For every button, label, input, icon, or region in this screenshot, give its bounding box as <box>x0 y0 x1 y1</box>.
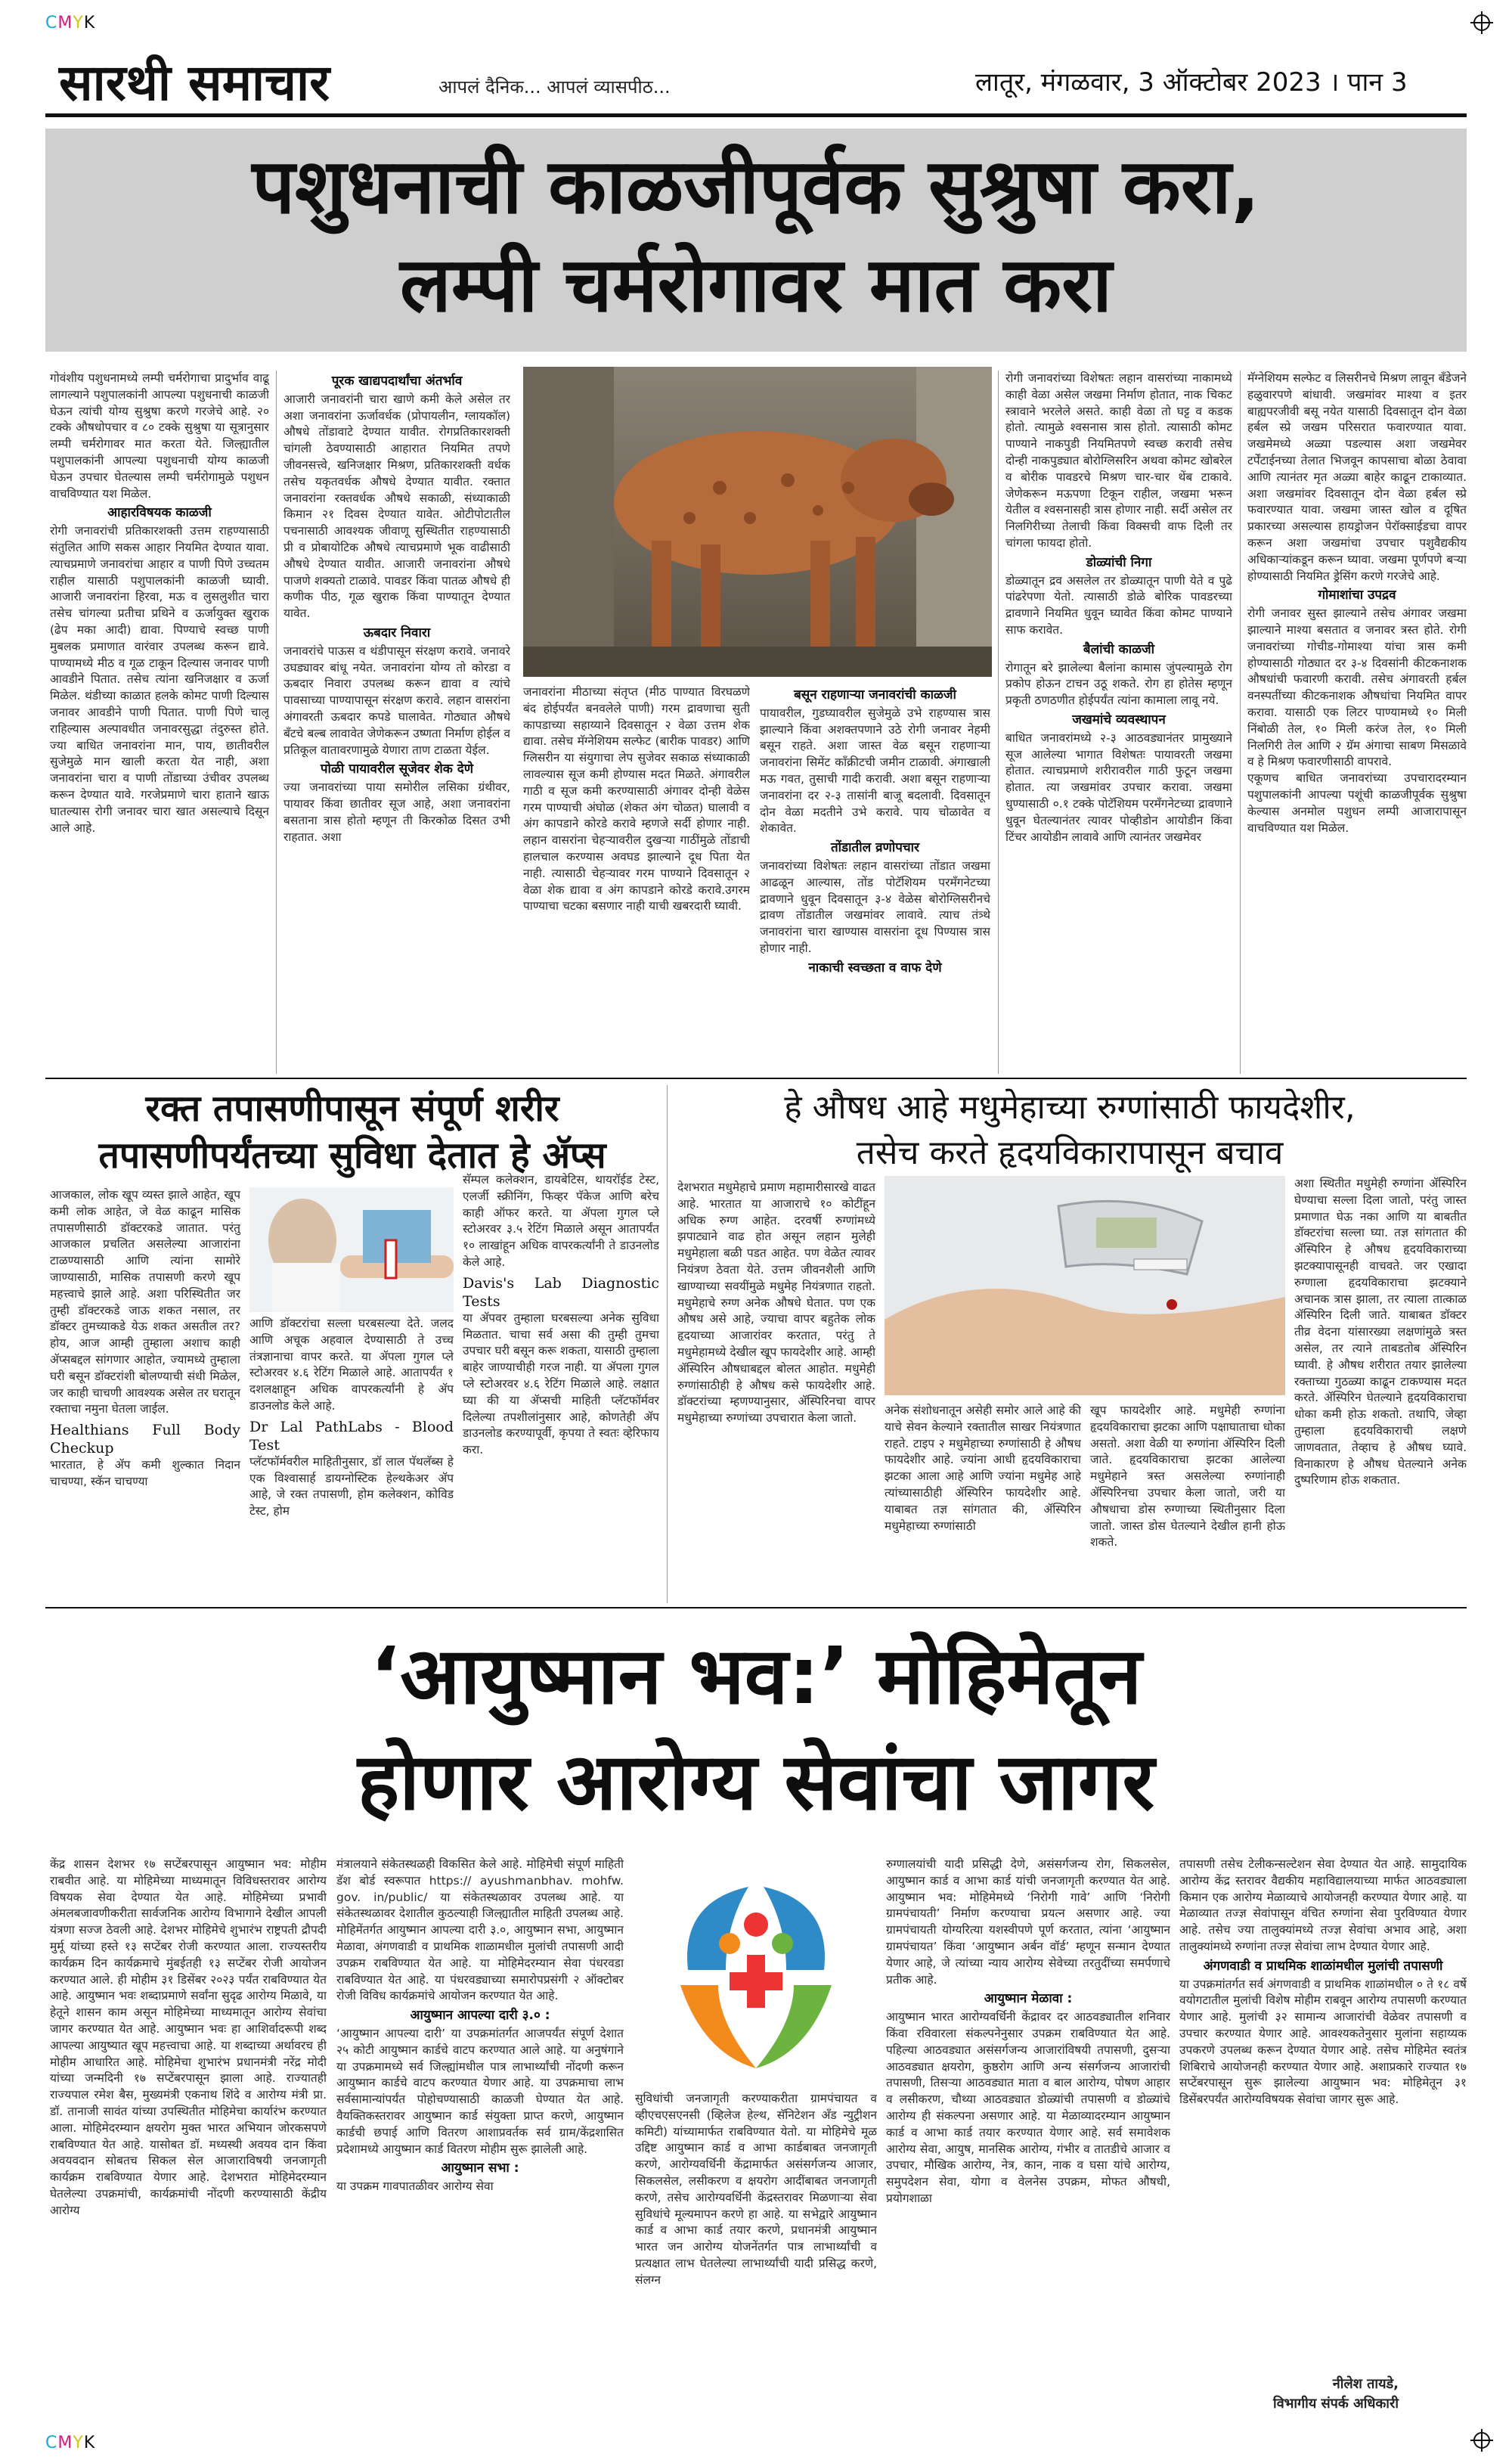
ayushman-headline-line-2: होणार आरोग्य सेवांचा जागर <box>358 1736 1154 1828</box>
apps-column-1: आजकाल, लोक खूप व्यस्त झाले आहेत, खूप कमी लोक आहेत, जे वेळ काढून मासिक तपासणीसाठी डॉक्टरकडे जातात. परंतु आजकाल प्रचलित असलेल्या आजारांना टाळण्यासाठी आणि त्यांना सामोरे जाण्यासाठी, मासिक तपासणी करणे खूप महत्त्वाचे झाले आहे. अशा परिस्थितीत जर तुम्ही डॉक्टरकडे जाऊ शकत नसाल, तर डॉक्टर तुमच्याकडे येऊ शकत असतील तर? होय, आज आम्ही तुम्हाला अशाच काही ॲप्सबद्दल सांगणार आहोत, ज्यामध्ये तुम्हाला घरी बसून डॉक्टरांशी बोलण्याची संधी मिळेल, जर काही चाचणी आवश्यक असेल तर घरातून रक्ताचा नमुना घेतला जाईल. Healthians Full Body Checkup भारतात, हे ॲप कमी शुल्कात निदान चाचण्या, स्कॅन चाचण्या <box>50 1188 240 1488</box>
lead-column-6: मॅग्नेशियम सल्फेट व लिसरीनचे मिश्रण लावून बँडेजने हळुवारपणे बांधावी. जखमांवर माश्या व इतर बाह्यपरजीवी बसू नयेत यासाठी दिवसातून दोन वेळा हर्बल स्प्रे जखम परिसरात फवारण्यात यावा. जखमेमध्ये अळ्या पडल्यास अशा जखमेवर टर्पेंटाईनच्या तेलात भिजवून कापसाचा बोळा ठेवावा आणि त्यानंतर मृत अळ्या बाहेर काढून टाकाव्यात. अशा जखमांवर दिवसातून दोन वेळा हर्बल स्प्रे फवारण्यात यावा. जखमा जास्त खोल व दूषित प्रकारच्या असल्यास हायड्रोजन पेरॉक्साईडचा वापर करून अशा जखमांचा उपचार पशुवैद्यकीय अधिकाऱ्यांकडून करून घ्यावा. जखमा पूर्णपणे बऱ्या होण्यासाठी नियमित ड्रेसिंग करणे गरजेचे आहे. गोमाशांचा उपद्रव रोगी जनावर सुस्त झाल्याने तसेच अंगावर जखमा झाल्याने माश्या बसतात व जनावर त्रस्त होते. रोगी जनावरांच्या गोचीड-गोमाश्या यांचा त्रास कमी होण्यासाठी गोठ्यात दर ३-४ दिवसांनी कीटकनाशक औषधांची फवारणी करावी. तसेच अंगावरती हर्बल वनस्पतींच्या कीटकनाशक औषधांचा नियमित वापर करावा. यासाठी एक लिटर पाण्यामध्ये १० मिली निंबोळी तेल, १० मिली करंज तेल, १० मिली निलगिरी तेल आणि २ ग्रॅम अंगाचा साबण मिसळावे व हे मिश्रण फवारणीसाठी वापरावे. एकूणच बाधित जनावरांच्या उपचारादरम्यान पशुपालकांनी आपल्या पशूंची काळजीपूर्वक सुश्रुषा केल्यास अनमोल पशुधन लम्पी आजारापासून वाचविण्यात यश मिळेल. <box>1247 371 1467 835</box>
author-name: नीलेश तायडे, <box>1332 2376 1399 2392</box>
lead-column-3: जनावरांना मीठाच्या संतृप्त (मीठ पाण्यात विरघळणे बंद होईपर्यंत बनवलेले पाणी) गरम द्रावणाचा सुती कापडाच्या सहाय्याने दिवसातून २ वेळा उत्तम शेक द्यावा. तसेच मॅग्नेशियम सल्फेट (बारीक पावडर) आणि ग्लिसरीन या संयुगाचा लेप सुजेवर सकाळ संध्याकाळी लावल्यास सूज कमी होण्यास मदत मिळते. अंगावरील गाठी व सूज कमी करण्यासाठी अंगावर दोन्ही वेळेस गरम पाण्याची अंघोळ (शेकत अंग चोळत) घालावी व अंग कापडाने कोरडे करावे म्हणजे सर्दी होणार नाही. लहान वासरांना चेहऱ्यावरील दुखऱ्या गाठींमुळे तोंडाची हालचाल करण्यास अवघड झाल्याने दूध पिता येत नाही. त्यासाठी चेहऱ्यावर गरम पाण्याने दिवसातून २ वेळा शेक द्यावा व अंग कापडाने कोरडे करावे.उगरम पाण्याचा चटका बसणार नाही याची खबरदारी घ्यावी. <box>523 685 750 914</box>
diabetes-column-3: खूप फायदेशीर आहे. मधुमेही रुग्णांना हृदयविकाराचा झटका आणि पक्षाघाताचा धोका असतो. अशा वेळी या रुग्णांना ॲस्पिरिन दिली जाते. हृदयविकाराचा झटका आलेल्या मधुमेहाने त्रस्त असलेल्या रुग्णांनाही ॲस्पिरिनचा उपचार केला जातो, जरी या औषधाचा डोस रुग्णाच्या स्थितीनुसार दिला जातो. जास्त डोस घेतल्याने देखील हानी होऊ शकते. <box>1090 1404 1285 1550</box>
column-divider <box>1240 371 1241 1074</box>
column-divider <box>998 371 999 1074</box>
diabetes-column-1: देशभरात मधुमेहाचे प्रमाण महामारीसारखे वाढत आहे. भारतात या आजाराचे १० कोटींहून अधिक रुग्ण आहेत. दरवर्षी रुग्णांमध्ये झपाट्याने वाढ होत असून लहान मुलेही मधुमेहाला बळी पडत आहेत. पण वेळेत त्यावर नियंत्रण ठेवता येते. उत्तम जीवनशैली आणि खाण्याच्या सवयींमुळे मधुमेह नियंत्रणात राहतो. मधुमेहाचे रुग्ण अनेक औषधे घेतात. पण एक औषध असे आहे, ज्याचा वापर बहुतेक लोक हृदयाच्या आजारांवर करतात, परंतु ते मधुमेहामध्ये देखील खूप फायदेशीर आहे. आम्ही ॲस्पिरिन औषधाबद्दल बोलत आहोत. मधुमेही रुग्णांसाठीही हे औषध कसे फायदेशीर आहे. डॉक्टरांच्या म्हणण्यानुसार, ॲस्पिरिनचा वापर मधुमेहाच्या रुग्णांच्या उपचारात केला जातो. <box>677 1180 875 1425</box>
dateline: लातूर, मंगळवार, 3 ऑक्टोबर 2023 । पान 3 <box>975 67 1408 98</box>
lead-column-4: बसून राहणाऱ्या जनावरांची काळजी पायावरील, गुडघ्यावरील सुजेमुळे उभे राहण्यास त्रास झाल्याने किंवा अशक्तपणाने उठे रोगी जनावर नेहमी बसून राहते. अशा जास्त वेळ बसून राहणाऱ्या जनावरांना सिमेंट काँक्रीटची जमीन टाळावी. अंगाखाली मऊ गवत, तुसाची गादी करावी. अशा बसून राहणाऱ्या जनावरांना दर २-३ तासांनी बाजू बदलावी. दिवसातून दोन वेळा मदतीने उभे करावे. पाय चोळावेत व शेकावेत. तोंडातील व्रणोपचार जनावरांच्या विशेषतः लहान वासरांच्या तोंडात जखमा आढळून आल्यास, तोंड पोटॅशियम परमँगनेटच्या द्रावणाने धुवून दिवसातून ३-४ वेळेस बोरोग्लिसरीनचे द्रावण तोंडातील जखमांवर लावावे. त्याच तंत्र्थे जनावरांना चारा खाण्यास वासरांना दूध पिण्यास त्रास होणार नाही. नाकाची स्वच्छता व वाफ देणे <box>760 687 990 976</box>
column-divider <box>667 1085 668 1603</box>
registration-mark-icon <box>1470 11 1493 34</box>
newspaper-title: सारथी समाचार <box>59 53 330 112</box>
diabetes-column-2: अनेक संशोधनातून असेही समोर आले आहे की याचे सेवन केल्याने रक्तातील साखर नियंत्रणात राहते. टाइप २ मधुमेहाच्या रुग्णांसाठी हे औषध फायदेशीर आहे. ज्यांना आधी हृदयविकाराचा झटका आला आहे आणि ज्यांना मधुमेह आहे त्यांच्यासाठीही ॲस्पिरिन फायदेशीर आहे. याबाबत तज्ञ सांगतात की, ॲस्पिरिन मधुमेहाच्या रुग्णांसाठी <box>885 1404 1081 1533</box>
column-divider <box>276 371 277 1074</box>
ayushman-column-5: तपासणी तसेच टेलीकन्सल्टेशन सेवा देण्यात येत आहे. सामुदायिक आरोग्य केंद्र स्तरावर वैद्यकीय महाविद्यालयाच्या मार्फत आठवड्याला किमान एक आरोग्य मेळाव्याचे आयोजनही करण्यात येणार आहे. या मेळाव्यात तज्ज्ञ सेवांपासून वंचित रुग्णांना सेवा पुरविण्यात येणार आहे. तसेच ज्या तालुक्यांमध्ये तज्ज्ञ सेवांचा अभाव आहे, अशा तालुक्यांमध्ये रुग्णांना तज्ज्ञ सेवांचा लाभ देण्यात येणार आहे. अंगणवाडी व प्राथमिक शाळांमधील मुलांची तपासणी या उपक्रमांतर्गत सर्व अंगणवाडी व प्राथमिक शाळांमधील ० ते १८ वर्षे वयोगटातील मुलांची विशेष मोहीम राबवून आरोग्य तपासणी करण्यात येणार आहे. मुलांची ३२ सामान्य आजारांची वेळेवर तपासणी व उपचार करण्यात येणार आहे. आवश्यकतेनुसार मुलांना सहाय्यक उपकरणे उपलब्ध करून देण्यात येणार आहे. तसेच मोहिमेत स्वतंत्र शिबिराचे आयोजनही करण्यात येणार आहे. अशाप्रकारे राज्यात १७ सप्टेंबरपासून सुरू झालेल्या आयुष्मान भव: मोहिमेतून ३१ डिसेंबरपर्यंत आरोग्यविषयक सेवांचा जागर सुरू आहे. <box>1179 1857 1467 2107</box>
diabetes-column-4: अशा स्थितीत मधुमेही रुग्णांना ॲस्पिरिन घेण्याचा सल्ला दिला जातो, परंतु जास्त प्रमाणात घेऊ नका आणि या बाबतीत डॉक्टरांचा सल्ला घ्या. तज्ञ सांगतात की ॲस्पिरिन हे औषध हृदयविकाराच्या झटक्यापासूनही वाचवते. जर एखादा रुग्णाला हृदयविकाराचा झटक्याने अचानक त्रास झाला, तर त्याला तात्काळ ॲस्पिरिन दिली जाते. याबाबत डॉक्टर तीव्र वेदना यांसारख्या लक्षणांमुळे त्रस्त असेल, तर त्याने ताबडतोब ॲस्पिरिन घ्यावी. हे औषध शरीरात तयार झालेल्या रक्ताच्या गुठळ्या काढून टाकण्यास मदत करते. ॲस्पिरिन घेतल्याने हृदयविकाराचा धोका कमी होऊ शकतो. तथापि, जेव्हा तुम्हाला हृदयविकाराची लक्षणे जाणवतात, तेव्हाच हे औषध घ्यावे. विनाकारण हे औषध घेतल्याने अनेक दुष्परिणाम होऊ शकतात. <box>1294 1177 1467 1487</box>
color-bar-top: CMYK <box>45 14 96 33</box>
ayushman-headline-line-1: ‘आयुष्मान भव:’ मोहिमेतून <box>370 1630 1142 1722</box>
ayushman-column-4: रुग्णालयांची यादी प्रसिद्धी देणे, असंसर्गजन्य रोग, सिकलसेल, आयुष्मान कार्ड व आभा कार्ड यांची जनजागृती करण्यात येत आहे. आयुष्मान भव: मोहिमेमध्ये ‘निरोगी गावे’ आणि ‘निरोगी ग्रामपंचायती’ निर्माण करण्याचा प्रयत्न असणार आहे. ज्या ग्रामपंचायती योग्यरित्या यशस्वीपणे पूर्ण करतात, त्यांना ‘आयुष्मान ग्रामपंचायत’ किंवा ‘आयुष्मान अर्बन वॉर्ड’ म्हणून सन्मान देण्यात येणार आहे, जे त्यांच्या न्याय आरोग्य सेवेच्या तरतुदींच्या समर्पणाचे प्रतीक आहे. आयुष्मान मेळावा : आयुष्मान भारत आरोग्यवर्धिनी केंद्रावर दर आठवड्यातील शनिवार किंवा रविवारला संकल्पनेनुसार उपक्रम राबविण्यात येत आहे. पहिल्या आठवड्यात असंसर्गजन्य आजारांविषयी तपासणी, दुसऱ्या आठवड्यात क्षयरोग, कुष्ठरोग आणि अन्य संसर्गजन्य आजारांची तपासणी, तिसऱ्या आठवड्यात माता व बाल आरोग्य, पोषण आहार व लसीकरण, चौथ्या आठवड्यात डोळ्यांची तपासणी व डोळ्यांचे आरोग्य ही संकल्पना असणार आहे. या मेळाव्यादरम्यान आयुष्मान कार्ड व आभा कार्ड तयार करण्यात येणार आहे. सर्व समावेशक आरोग्य सेवा, आयुष, मानसिक आरोग्य, गंभीर व तातडीचे आजार व उपचार, मौखिक आरोग्य, नेत्र, कान, नाक व घसा यांचे आरोग्य, समुपदेशन सेवा, योगा व वेलनेस उपक्रम, मोफत औषधी, प्रयोगशाळा <box>886 1857 1170 2205</box>
ayushman-column-2: मंत्रालयाने संकेतस्थळही विकसित केले आहे. मोहिमेची संपूर्ण माहिती डॅश बोर्ड स्वरूपात https:// ayushmanbhav. mohfw. gov. in/public/ या संकेतस्थळावर उपलब्ध आहे. या संकेतस्थळावर देशातील कुठल्याही जिल्ह्यातील माहिती उपलब्ध आहे. मोहिमेंतर्गत आयुष्मान आपल्या दारी ३.०, आयुष्मान सभा, आयुष्मान मेळावा, अंगणवाडी व प्राथमिक शाळामधील मुलांची तपासणी आदी उपक्रम राबविण्यात येत आहे. या मोहिमेदरम्यान सेवा पंधरवडा राबविण्यात येत आहे. या पंधरवड्याच्या समारोपप्रसंगी २ ऑक्टोबर रोजी विविध कार्यक्रमांचे आयोजन करण्यात येत आहे. आयुष्मान आपल्या दारी ३.० : ‘आयुष्मान आपल्या दारी’ या उपक्रमांतर्गत आजपर्यंत संपूर्ण देशात २५ कोटी आयुष्मान कार्डचे वाटप करण्यात आले आहे. या अनुषंगाने या उपक्रमामध्ये सर्व जिल्ह्यांमधील पात्र लाभार्थ्यांची नोंदणी करून आयुष्मान कार्डचे वाटप करण्यात येणार आहे. या उपक्रमाचा लाभ सर्वसामान्यांपर्यंत पोहोचण्यासाठी काळजी घेण्यात येत आहे. वैयक्तिकस्तरावर आयुष्मान कार्ड संयुक्ता प्राप्त करणे, आयुष्मान कार्डची छपाई आणि वितरण आशाप्रवर्तक सर्व ग्राम/केंद्रशासित प्रदेशामध्ये आयुष्मान कार्ड वितरण मोहीम सुरू झालेली आहे. आयुष्मान सभा : या उपक्रम गावपातळीवर आरोग्य सेवा <box>336 1857 624 2194</box>
registration-mark-icon <box>1470 2429 1493 2452</box>
lead-headline-line-2: लम्पी चर्मरोगावर मात करा <box>400 240 1112 329</box>
lead-column-5: रोगी जनावरांच्या विशेषतः लहान वासरांच्या नाकामध्ये काही वेळा असेल जखमा निर्माण होतात, नाक चिकट स्त्रावाने भरलेले असते. काही वेळा तो घट्ट व कडक होतो. त्यामुळे श्वसनास त्रास होतो. त्यासाठी कोमट पाण्याने नाकपुडी नियमितपणे स्वच्छ करावी तसेच दोन्ही नाकपुड्यात बोरोग्लिसरिन अथवा कोमट खोबरेल व बोरीक पावडरचे मिश्रण चार-चार थेंब टाकावे. जेणेकरून मऊपणा टिकून राहील, जखमा भरून येतील व श्वसनासही त्रास होणार नाही. सर्दी असेल तर निलगिरीच्या तेलाची किंवा विक्सची वाफ दिली तर चांगला फायदा होतो. डोळ्यांची निगा डोळ्यातून द्रव असलेल तर डोळ्यातून पाणी येते व पुढे पांढरेपणा येतो. त्यासाठी डोळे बोरिक पावडरच्या द्रावणाने नियमित धुवून घ्यावेत किंवा कोमट पाण्याने साफ करावेत. बैलांची काळजी रोगातून बरे झालेल्या बैलांना कामास जुंपल्यामुळे रोग प्रकोप होऊन टाचन उठू शकते. रोग हा होतेस म्हणून प्रकृती ठणठणीत होईपर्यंत त्यांना कामाला लावू नये. जखमांचे व्यवस्थापन बाधित जनावरांमध्ये २-३ आठवड्यानंतर प्रामुख्याने सूज आलेल्या भागात विशेषतः पायावरती जखमा होतात. त्याचप्रमाणे शरीरावरील गाठी फुटून जखमा होतात. त्या जखमांवर उपचार करावा. जखमा धुण्यासाठी ०.१ टक्के पोटॅशियम परमँगनेटच्या द्रावणाने धुवून घेतल्यानंतर त्यावर पोव्हीडोन आयोडीन किंवा टिंचर आयोडीन लावावे आणि त्यानंतर जखमेवर <box>1005 371 1232 844</box>
blood-test-photo <box>249 1187 454 1312</box>
author-title: विभागीय संपर्क अधिकारी <box>1273 2396 1399 2412</box>
apps-column-2: आणि डॉक्टरांचा सल्ला घरबसल्या देते. जलद आणि अचूक अहवाल देण्यासाठी ते उच्च तंत्रज्ञानाचा वापर करते. या ॲपला गुगल प्ले स्टोअरवर ४.६ रेटिंग मिळाले आहे. आतापर्यंत १ दशलक्षाहून अधिक वापरकर्त्यांनी हे ॲप डाउनलोड केले आहे. Dr Lal PathLabs - Blood Test प्लॅटफॉर्मवरील माहितीनुसार, डॉ लाल पॅथलॅब्स हे एक विश्वासार्ह डायग्नोस्टिक हेल्थकेअर ॲप आहे, जे रक्त तपासणी, होम कलेक्शन, कोविड टेस्ट, होम <box>249 1317 454 1518</box>
ayushman-logo <box>635 1857 877 2083</box>
masthead-rule <box>45 113 1467 117</box>
apps-column-3: सॅम्पल कलेक्शन, डायबेटिस, थायरॉईड टेस्ट, एलर्जी स्क्रीनिंग, फिव्हर पॅकेज आणि बरेच काही ऑफर करते. या ॲपला गुगल प्ले स्टोअरवर ३.५ रेटिंग मिळाले असून आतापर्यंत १० लाखांहून अधिक वापरकर्त्यांनी ते डाउनलोड केले आहे. Davis's Lab Diagnostic Tests या ॲपवर तुम्हाला घरबसल्या अनेक सुविधा मिळतात. चाचा सर्व असा की तुम्ही तुमचा उपचार घरी बसून करू शकता, यासाठी तुम्हाला बाहेर जाण्याचीही गरज नाही. या ॲपला गुगल प्ले स्टोअरवर ४.६ रेटिंग मिळाले आहे. लक्षात घ्या की या ॲप्सची माहिती प्लॅटफॉर्मवर दिलेल्या तपशीलांनुसार आहे, कोणतेही ॲप डाउनलोड करण्यापूर्वी, कृपया ते स्वतः व्हेरिफाय करा. <box>463 1173 659 1457</box>
newspaper-tagline: आपलं दैनिक... आपलं व्यासपीठ... <box>438 76 671 98</box>
section-rule <box>45 1607 1467 1608</box>
lead-headline-box <box>45 129 1467 352</box>
ayushman-headline-box <box>45 1618 1467 1845</box>
section-rule <box>45 1078 1467 1079</box>
apps-headline: रक्त तपासणीपासून संपूर्ण शरीर तपासणीपर्यंतच्या सुविधा देतात हे ॲप्स <box>98 1087 606 1177</box>
lead-headline-line-1: पशुधनाची काळजीपूर्वक सुश्रुषा करा, <box>252 142 1260 231</box>
color-bar-bottom: CMYK <box>45 2434 96 2452</box>
lead-column-2: पूरक खाद्यपदार्थांचा अंतर्भाव आजारी जनावरांनी चारा खाणे कमी केले असेल तर अशा जनावरांना ऊर्जावर्धक (प्रोपायलीन, ग्लायकॉल) औषधे तोंडावाटे देण्यात यावीत. रोगप्रतिकारशक्ती चांगली ठेवण्यासाठी आहारात नियमित तपणे जीवनसत्त्वे, खनिजक्षार मिश्रण, प्रतिकारशक्ती वर्धक तसेच यकृतवर्धक औषधे देण्यात यावीत. रक्तात जनावरांना रक्तवर्धक औषधे सकाळी, संध्याकाळी किमान २१ दिवस देण्यात यावेत. ओटीपोटातील पचनासाठी आवश्यक जीवाणू सुस्थितीत राहण्यासाठी प्री व प्रोबायोटिक औषधे त्याचप्रमाणे भूक वाढीसाठी औषधे देण्यात यावीत. आजारी जनावरांना औषधे पाजणे शक्यतो टाळावे. पावडर किंवा पातळ औषधे ही कणीक पीठ, गूळ खुराक किंवा पाण्यातून देण्यात यावेत. ऊबदार निवारा जनावरांचे पाऊस व थंडीपासून संरक्षण करावे. जनावरे उघड्यावर बांधू नयेत. जनावरांना योग्य तो कोरडा व ऊबदार निवारा उपलब्ध करून द्यावा व त्यांचे पावसाच्या पाण्यापासून संरक्षण करावे. लहान वासरांना अंगावरती ऊबदार कपडे घालावेत. गोठ्यात औषधे बँटचे बल्ब लावावेत जेणेकरून उष्णता निर्माण होईल व प्रतिकूल वातावरणामुळे येणारा ताण टाळता येईल. पोळी पायावरील सूजेवर शेक देणे ज्या जनावरांच्या पाया समोरील लसिका ग्रंथीवर, पायावर किंवा छातीवर सूज आहे, अशा जनावरांना बसताना त्रास होतो म्हणून ती किरकोळ दिसत उभी राहतात. अशा <box>284 374 510 844</box>
calf-photo <box>523 367 992 677</box>
glucose-meter-photo <box>885 1176 1285 1395</box>
lead-column-1: गोवंशीय पशुधनामध्ये लम्पी चर्मरोगाचा प्रादुर्भाव वाढू लागल्याने पशुपालकांनी आपल्या पशुधनाची काळजी घेऊन त्यांची योग्य सुश्रुषा करणे गरजेचे आहे. २० टक्के औषधोपचार व ८० टक्के सुश्रुषा या सूत्रानुसार लम्पी चर्मरोगावर मात करता येते. जिल्ह्यातील पशुपालकांनी आपल्या पशुधनाची योग्य काळजी घेऊन उपचार घेतल्यास लम्पी चर्मरोगामुळे पशुधन वाचविण्यात यश मिळेल. आहारविषयक काळजी रोगी जनावरांची प्रतिकारशक्ती उत्तम राहण्यासाठी संतुलित आणि सकस आहार नियमित देण्यात यावा. त्याचप्रमाणे जनावरांचा आहार व पाणी पिणे उच्चतम राहील यासाठी पशुपालकांनी काळजी घ्यावी. आजारी जनावरांना हिरवा, मऊ व लुसलुशीत चारा तसेच चांगल्या प्रतीचा प्रथिने व ऊर्जायुक्त खुराक (ढेप मका आदी) द्यावा. पिण्याचे स्वच्छ पाणी मुबलक प्रमाणात वारंवार उपलब्ध करून द्यावे. पाण्यामध्ये मीठ व गूळ टाकून दिल्यास जनावर पाणी आवडीने पितात. तसेच त्यांना खनिजक्षार व ऊर्जा मिळेल. थंडीच्या काळात हलके कोमट पाणी दिल्यास जनावर आवडीने पाणी पितात. पाणी पिणे चालू राहिल्यास अल्पावधीत जनावरसुद्धा तंदुरुस्त होते. ज्या बाधित जनावरांना मान, पाय, छातीवरील सुजेमुळे मान खाली करता येत नाही, अशा जनावरांना चारा व पाणी तोंडाच्या उंचीवर उपलब्ध करून देण्यात यावे. गरजेप्रमाणे चारा हाताने खाऊ घातल्यास रोगी जनावर चारा खात असल्याचे दिसून आले आहे. <box>50 371 269 835</box>
ayushman-column-1: केंद्र शासन देशभर १७ सप्टेंबरपासून आयुष्मान भव: मोहीम राबवीत आहे. या मोहिमेच्या माध्यमातून विविधस्तरावर आरोग्य विषयक सेवा देण्यात येत आहे. मोहिमेच्या प्रभावी अंमलबजावणीकरीता सार्वजनिक आरोग्य विभागाने देखील आपली यंत्रणा सज्ज ठेवली आहे. देशभर मोहिमेचे शुभारंभ राष्ट्रपती द्रौपदी मुर्मू यांच्या हस्ते १३ सप्टेंबर रोजी करण्यात आला. राज्यस्तरीय कार्यक्रम दिन कार्यक्रमाचे मुंबईतही १३ सप्टेंबर रोजी आयोजन करण्यात आले. ही मोहीम ३१ डिसेंबर २०२३ पर्यंत राबविण्यात येत आहे. आयुष्मान भवः शब्दाप्रमाणे सर्वांना सुदृढ आरोग्य मिळावे, या हेतूने शासन काम असून मोहिमेच्या माध्यमातून आरोग्य सेवांचा जागर करण्यात येत आहे. आयुष्मान भवः हा आशिर्वादरूपी शब्द आपल्या आयुष्यात खूप महत्त्वाचा आहे. या शब्दाच्या अर्थावरच ही मोहीम आधारित आहे. मोहिमेचा शुभारंभ प्रधानमंत्री नरेंद्र मोदी यांच्या जन्मदिनी १७ सप्टेंबरपासून झाला आहे. राज्यातही राज्यपाल रमेश बैस, मुख्यमंत्री एकनाथ शिंदे व आरोग्य मंत्री प्रा. डॉ. तानाजी सावंत यांच्या उपस्थितीत मोहिमेचा कार्यारंभ करण्यात आला. मोहिमेदरम्यान क्षयरोग मुक्त भारत अभियान जोरकसपणे राबविण्यात येत आहे. यासोबत डॉ. मध्यस्थी अवयव दान किंवा अवयवदान सोबतच सिकल सेल आजाराविषयी जनजागृती कार्यक्रम राबविण्यात येणार आहे. देशभरात मोहिमेदरम्यान घेतलेल्या उपक्रमांची, कार्यक्रमांची नोंदणी करण्यासाठी केंद्रीय आरोग्य <box>50 1857 327 2217</box>
ayushman-column-3: सुविधांची जनजागृती करण्याकरीता ग्रामपंचायत व व्हीएचएसएनसी (व्हिलेज हेल्थ, सॅनिटेशन अँड न्युट्रीशन कमिटी) यांच्यामार्फत राबविण्यात येतो. या मोहिमेचे मूळ उद्दिष्ट आयुष्मान कार्ड व आभा कार्डबाबत जनजागृती करणे, आरोग्यवर्धिनी केंद्रामार्फत असंसर्गजन्य आजार, सिकलसेल, लसीकरण व क्षयरोग आदींबाबत जनजागृती करणे, तसेच आरोग्यवर्धिनी केंद्रस्तरावर मिळणाऱ्या सेवा सुविधांचे मूल्यमापन करणे हा आहे. या सभेद्वारे आयुष्मान कार्ड व आभा कार्ड तयार करणे, प्रधानमंत्री आयुष्मान भारत जन आरोग्य योजनेंतर्गत पात्र लाभार्थ्यांची व प्रत्यक्षात लाभ घेतलेल्या लाभार्थ्यांची यादी प्रसिद्ध करणे, संलग्न <box>635 2092 877 2287</box>
diabetes-headline: हे औषध आहे मधुमेहाच्या रुग्णांसाठी फायदेशीर, तसेच करते हृदयविकारापासून बचाव <box>784 1088 1356 1172</box>
